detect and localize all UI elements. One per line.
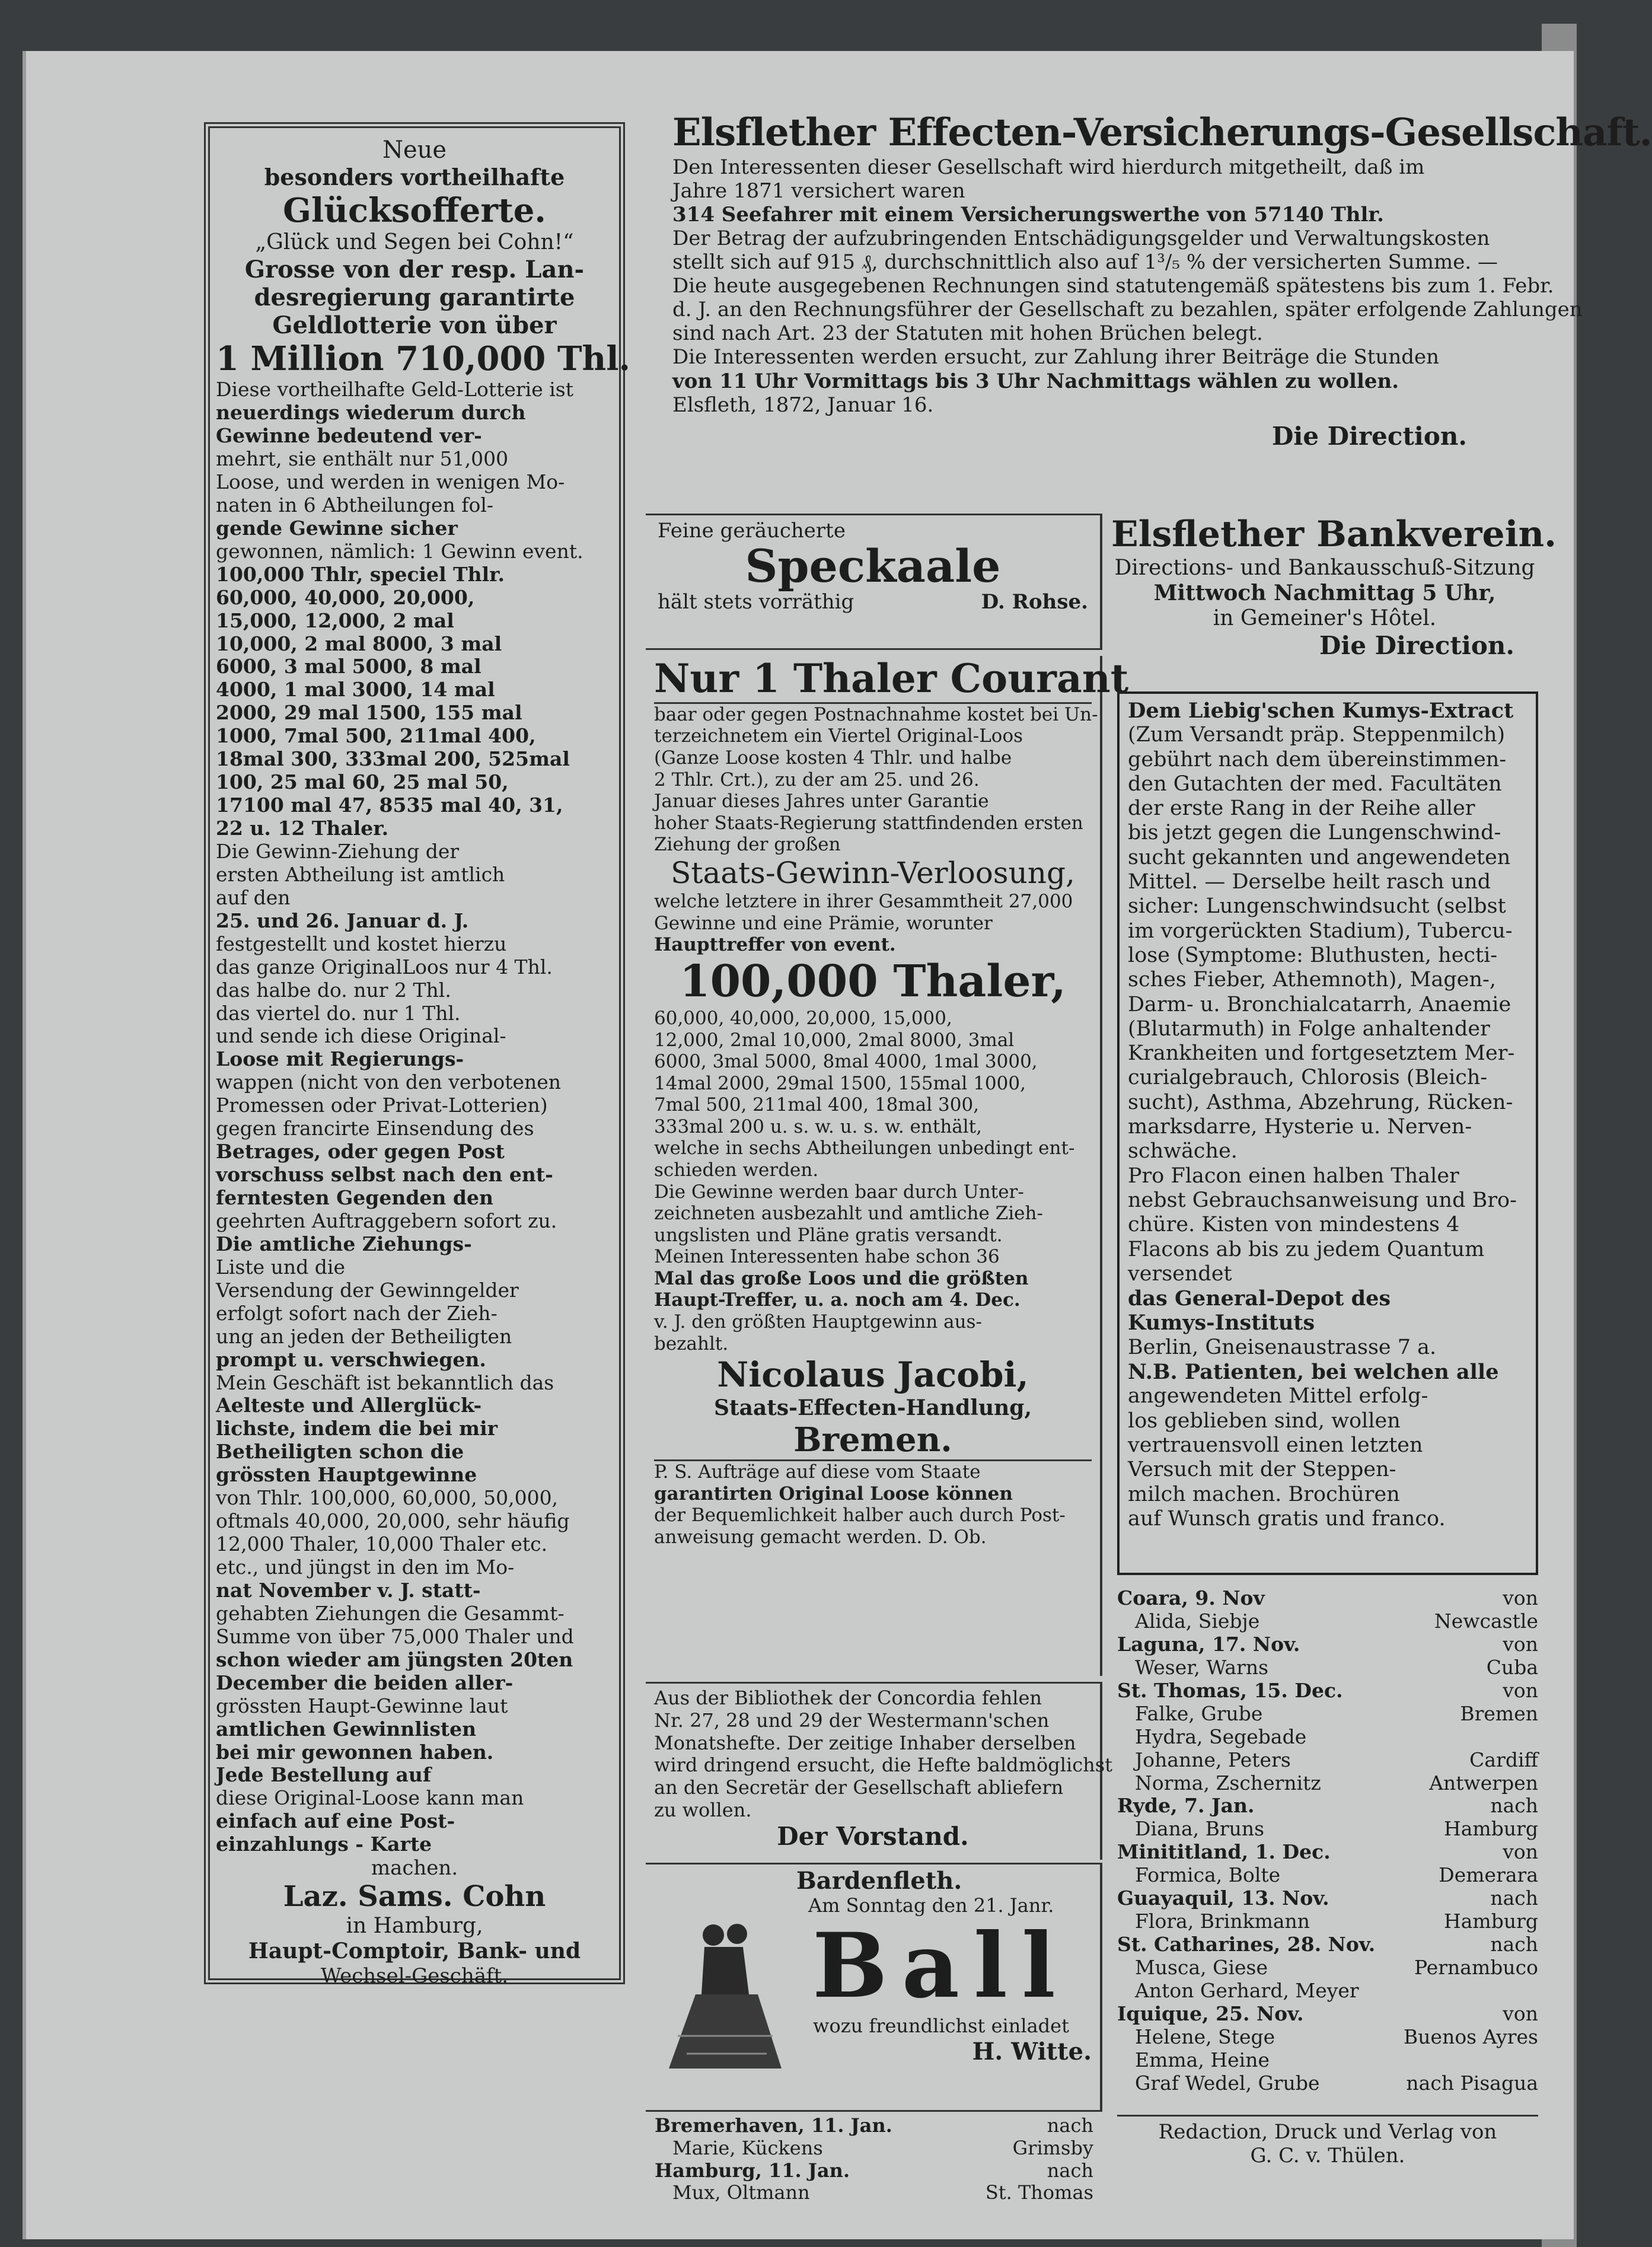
dancing-couple-icon (654, 1917, 790, 2077)
kumys-line: gebührt nach dem übereinstimmen- (1128, 747, 1507, 772)
lottery-ad-line: Gewinne bedeutend ver- (216, 424, 482, 448)
ship-name: Alida, Siebje (1135, 1609, 1260, 1633)
lottery-ad-line: gehabten Ziehungen die Gesammt- (216, 1601, 565, 1625)
ship-name: Minititland, 1. Dec. (1117, 1840, 1331, 1864)
lottery-ad-line: einfach auf eine Post- (216, 1809, 455, 1833)
kumys-line: angewendeten Mittel erfolg- (1128, 1384, 1428, 1408)
ship-list-left (655, 2115, 1093, 2233)
lottery-ad-line: prompt u. verschwiegen. (216, 1347, 486, 1371)
lottery-ad-line: das halbe do. nur 2 Thl. (216, 978, 451, 1002)
lottery-ad-line: mehrt, sie enthält nur 51,000 (216, 447, 509, 471)
kumys-line: schwäche. (1128, 1139, 1238, 1164)
lottery-ad-line: diese Original-Loose kann man (216, 1786, 524, 1810)
jacobi-firm-sub: Staats-Effecten-Handlung, (714, 1395, 1032, 1420)
kumys-line: marksdarre, Hysterie u. Nerven- (1128, 1115, 1472, 1139)
concordia-line: Monatshefte. Der zeitige Inhaber derselben (654, 1731, 1076, 1754)
lottery-ad-line: Haupt-Comptoir, Bank- und (248, 1939, 581, 1964)
ship-name: Hamburg, 11. Jan. (655, 2159, 850, 2182)
ball-name: H. Witte. (972, 2037, 1092, 2066)
effecten-line: Elsfleth, 1872, Januar 16. (672, 393, 934, 417)
effecten-title: Elsflether Effecten-Versicherungs-Gesellschaft. (672, 110, 1652, 155)
kumys-line: N.B. Patienten, bei welchen alle (1128, 1360, 1499, 1385)
ship-entry (1117, 1703, 1538, 1726)
jacobi-ad (646, 655, 1129, 1676)
jacobi-line: bezahlt. (654, 1333, 729, 1354)
ship-destination: nach (1490, 1794, 1538, 1818)
lottery-ad-line: Betheiligten schon die (216, 1440, 464, 1464)
ship-destination: von (1503, 1678, 1538, 1702)
ship-destination: Bremen (1460, 1701, 1538, 1725)
ship-entry (1117, 1679, 1538, 1703)
jacobi-line: 12,000, 2mal 10,000, 2mal 8000, 3mal (654, 1029, 1015, 1051)
ship-name: Coara, 9. Nov (1117, 1586, 1265, 1609)
effecten-line: Den Interessenten dieser Gesellschaft wird hierdurch mitgetheilt, daß im (672, 155, 1425, 179)
lottery-ad-line: Promessen oder Privat-Lotterien) (216, 1094, 548, 1117)
jacobi-body-2 (654, 891, 1092, 956)
jacobi-line: 333mal 200 u. s. w. u. s. w. enthält, (654, 1115, 982, 1137)
kumys-line: im vorgerückten Stadium), Tubercu- (1128, 919, 1513, 943)
effecten-line: Die Interessenten werden ersucht, zur Zahlung ihrer Beiträge die Stunden (672, 345, 1440, 369)
ship-name: Diana, Bruns (1135, 1817, 1265, 1841)
lottery-ad-line: erfolgt sofort nach der Zieh- (216, 1301, 497, 1325)
kumys-line: den Gutachten der med. Facultäten (1128, 772, 1502, 796)
ship-name: Graf Wedel, Grube (1135, 2071, 1320, 2095)
lottery-ad-line: Loose, und werden in wenigen Mo- (216, 470, 565, 493)
ship-entry (1117, 1656, 1538, 1679)
newspaper-page (23, 51, 1652, 2239)
jacobi-line: 2 Thlr. Crt.), zu der am 25. und 26. (654, 769, 980, 791)
speckaale-sub: hält stets vorräthig (658, 589, 854, 614)
lottery-ad-line: von Thlr. 100,000, 60,000, 50,000, (216, 1486, 559, 1510)
lottery-ad-line: ung an jeden der Betheiligten (216, 1324, 512, 1348)
jacobi-line: welche letztere in ihrer Gesammtheit 27,000 (654, 890, 1073, 912)
ship-entry (1117, 2072, 1538, 2095)
concordia-line: wird dringend ersucht, die Hefte baldmöglichst (654, 1754, 1113, 1777)
ship-name: Helene, Stege (1135, 2025, 1275, 2048)
lottery-ad-line: desregierung garantirte (254, 283, 575, 311)
jacobi-line: baar oder gegen Postnachnahme kostet bei Un- (654, 703, 1098, 725)
effecten-notice (672, 110, 1652, 502)
bankverein-line: in Gemeiner's Hôtel. (1213, 605, 1437, 630)
lottery-ad-line: festgestellt und kostet hierzu (216, 932, 507, 955)
ball-place: Bardenfleth. (796, 1867, 962, 1895)
jacobi-headline: Staats-Gewinn-Verloosung, (671, 855, 1075, 890)
jacobi-line: ungslisten und Pläne gratis versandt. (654, 1224, 1003, 1246)
kumys-line: Darm- u. Bronchialcatarrh, Anaemie (1128, 992, 1511, 1016)
jacobi-line: terzeichnetem ein Viertel Original-Loos (654, 725, 1023, 747)
jacobi-line: Gewinne und eine Prämie, worunter (654, 912, 993, 934)
lottery-ad-line: wappen (nicht von den verbotenen (216, 1070, 562, 1094)
speckaale-title: Speckaale (745, 540, 1001, 593)
lottery-ad-line: Wechsel-Geschäft. (320, 1964, 509, 1988)
speckaale-intro: Feine geräucherte (658, 519, 846, 543)
kumys-line: bis jetzt gegen die Lungenschwind- (1128, 821, 1501, 845)
ship-entry (1117, 1772, 1538, 1795)
ship-name: Emma, Heine (1135, 2048, 1270, 2071)
imprint-line2: G. C. v. Thülen. (1250, 2144, 1405, 2168)
ship-destination: Cuba (1486, 1655, 1538, 1679)
kumys-line: lose (Symptome: Bluthusten, hecti- (1128, 943, 1498, 967)
effecten-line: 314 Seefahrer mit einem Versicherungswerthe von 57140 Thlr. (672, 202, 1385, 227)
ship-entry (1117, 1910, 1538, 1933)
lottery-ad-line: auf den (216, 885, 291, 909)
concordia-line: an den Secretär der Gesellschaft abliefern (654, 1776, 1064, 1799)
ship-destination: Buenos Ayres (1404, 2025, 1538, 2048)
lottery-ad-line: etc., und jüngst in den im Mo- (216, 1556, 515, 1579)
kumys-line: (Blutarmuth) in Folge anhaltender (1128, 1016, 1490, 1041)
kumys-line: milch machen. Brochüren (1128, 1482, 1400, 1506)
jacobi-line: 6000, 3mal 5000, 8mal 4000, 1mal 3000, (654, 1051, 1038, 1073)
bankverein-line: Mittwoch Nachmittag 5 Uhr, (1153, 581, 1496, 606)
concordia-signature: Der Vorstand. (777, 1821, 969, 1851)
ship-entry (1117, 1956, 1538, 1980)
ship-name: Guayaquil, 13. Nov. (1117, 1886, 1329, 1910)
lottery-ad-line: „Glück und Segen bei Cohn!“ (255, 230, 574, 255)
ship-destination: Antwerpen (1429, 1771, 1538, 1795)
jacobi-line: Meinen Interessenten habe schon 36 (654, 1246, 1000, 1268)
lottery-ad-line: gegen francirte Einsendung des (216, 1117, 534, 1140)
ship-destination: nach Pisagua (1406, 2071, 1538, 2095)
lottery-ad-line: 60,000, 40,000, 20,000, (216, 585, 475, 609)
lottery-ad-line: Geldlotterie von über (272, 311, 557, 339)
ship-name: Formica, Bolte (1135, 1863, 1281, 1887)
ball-invite: wozu freundlichst einladet (813, 2014, 1069, 2037)
kumys-line: sicher: Lungenschwindsucht (selbst (1128, 894, 1506, 919)
bankverein-notice (1111, 514, 1557, 668)
ship-name: Flora, Brinkmann (1135, 1910, 1310, 1933)
jacobi-city: Bremen. (654, 1420, 1092, 1461)
speckaale-ad (646, 514, 1102, 650)
lottery-ad (204, 122, 631, 1988)
ship-destination: Pernambuco (1414, 1956, 1538, 1979)
effecten-line: stellt sich auf 915 ₰, durchschnittlich also auf 1³/₅ % der versicherten Summe. — (672, 250, 1498, 274)
ship-entry (1117, 1610, 1538, 1633)
ship-name: Anton Gerhard, Meyer (1135, 1978, 1359, 2002)
ship-name: Falke, Grube (1135, 1701, 1263, 1725)
lottery-ad-line: Die amtliche Ziehungs- (216, 1232, 472, 1255)
kumys-ad (1117, 691, 1538, 1575)
ship-destination: von (1503, 1840, 1538, 1864)
kumys-line: (Zum Versandt präp. Steppenmilch) (1128, 723, 1506, 747)
jacobi-line: hoher Staats-Regierung stattfindenden ersten (654, 812, 1083, 834)
kumys-line: los geblieben sind, wollen (1128, 1408, 1401, 1433)
lottery-ad-line: einzahlungs - Karte (216, 1832, 432, 1856)
lottery-ad-line: ferntesten Gegenden den (216, 1186, 493, 1210)
concordia-line: Nr. 27, 28 und 29 der Westermann'schen (654, 1709, 1050, 1732)
kumys-line: nebst Gebrauchsanweisung und Bro- (1128, 1188, 1517, 1212)
lottery-ad-line: naten in 6 Abtheilungen fol- (216, 493, 494, 517)
lottery-ad-text (216, 136, 631, 1988)
ship-entry (655, 2137, 1093, 2160)
effecten-line: d. J. an den Rechnungsführer der Gesellschaft zu bezahlen, später erfolgende Zahlungen (672, 298, 1583, 322)
lottery-ad-line: 12,000 Thaler, 10,000 Thaler etc. (216, 1532, 548, 1556)
lottery-ad-line: Diese vortheilhafte Geld-Lotterie ist (216, 378, 574, 401)
ship-entry (1117, 2049, 1538, 2072)
jacobi-ps (654, 1461, 1092, 1548)
lottery-ad-line: das ganze OriginalLoos nur 4 Thl. (216, 955, 553, 979)
lottery-ad-line: 10,000, 2 mal 8000, 3 mal (216, 632, 502, 655)
lottery-ad-line: Loose mit Regierungs- (216, 1047, 464, 1071)
lottery-ad-line: 22 u. 12 Thaler. (216, 817, 389, 840)
ship-list-right (1117, 1587, 1538, 2109)
lottery-ad-line: Neue (382, 136, 447, 164)
kumys-line: sches Fieber, Athemnoth), Magen-, (1128, 968, 1496, 992)
kumys-line: Kumys-Instituts (1128, 1311, 1315, 1336)
lottery-ad-line: December die beiden aller- (216, 1671, 514, 1694)
ship-destination: nach (1490, 1933, 1538, 1956)
lottery-ad-line: grössten Hauptgewinne (216, 1463, 477, 1487)
ship-entry (655, 2182, 1093, 2204)
ship-entry (1117, 1726, 1538, 1749)
lottery-ad-line: gende Gewinne sicher (216, 516, 458, 540)
jacobi-line: Haupt-Treffer, u. a. noch am 4. Dec. (654, 1289, 1020, 1311)
lottery-ad-line: gewonnen, nämlich: 1 Gewinn event. (216, 539, 583, 563)
lottery-ad-line: und sende ich diese Original- (216, 1024, 506, 1048)
ship-name: Laguna, 17. Nov. (1117, 1632, 1300, 1656)
jacobi-title: Nur 1 Thaler Courant (654, 656, 1092, 704)
ship-destination: Grimsby (1012, 2136, 1093, 2159)
lottery-ad-line: 4000, 1 mal 3000, 14 mal (216, 678, 495, 702)
ship-entry (1117, 1795, 1538, 1818)
ship-entry (1117, 1633, 1538, 1656)
ship-entry (1117, 1818, 1538, 1841)
lottery-ad-line: Mein Geschäft ist bekanntlich das (216, 1370, 554, 1394)
kumys-line: auf Wunsch gratis und franco. (1128, 1506, 1446, 1531)
ship-name: Bremerhaven, 11. Jan. (655, 2114, 892, 2137)
ship-destination: St. Thomas (985, 2181, 1093, 2204)
ship-name: Ryde, 7. Jan. (1117, 1794, 1255, 1818)
effecten-line: von 11 Uhr Vormittags bis 3 Uhr Nachmittags wählen zu wollen. (672, 369, 1399, 393)
kumys-line: sucht gekannten und angewendeten (1128, 845, 1511, 869)
effecten-signature: Die Direction. (1271, 421, 1467, 451)
jacobi-line: Die Gewinne werden baar durch Unter- (654, 1181, 1024, 1203)
ship-entry (1117, 1887, 1538, 1910)
lottery-ad-line: ersten Abtheilung ist amtlich (216, 862, 505, 886)
ship-entry (1117, 2003, 1538, 2026)
ship-entry (655, 2160, 1093, 2182)
lottery-ad-line: Liste und die (216, 1255, 346, 1279)
jacobi-line: welche in sechs Abtheilungen unbedingt ent- (654, 1137, 1075, 1159)
bankverein-line: Directions- und Bankausschuß-Sitzung (1114, 555, 1535, 580)
lottery-ad-line: in Hamburg, (346, 1913, 483, 1938)
jacobi-line: Mal das große Loos und die größten (654, 1267, 1029, 1289)
lottery-ad-line: besonders vortheilhafte (264, 164, 565, 191)
ship-name: St. Thomas, 15. Dec. (1117, 1678, 1343, 1702)
kumys-line: Pro Flacon einen halben Thaler (1128, 1164, 1459, 1188)
jacobi-line: 60,000, 40,000, 20,000, 15,000, (654, 1007, 952, 1029)
effecten-line: Der Betrag der aufzubringenden Entschädigungsgelder und Verwaltungskosten (672, 226, 1490, 250)
kumys-line: versendet (1128, 1261, 1232, 1286)
kumys-line: Versuch mit der Steppen- (1128, 1458, 1396, 1482)
kumys-line: Berlin, Gneisenaustrasse 7 a. (1128, 1335, 1437, 1359)
kumys-line: Krankheiten und fortgesetztem Mer- (1128, 1041, 1515, 1066)
lottery-ad-line: 1 Million 710,000 Thl. (216, 339, 631, 379)
lottery-ad-line: grössten Haupt-Gewinne laut (216, 1694, 508, 1717)
ship-name: Johanne, Peters (1135, 1748, 1291, 1771)
effecten-line: Die heute ausgegebenen Rechnungen sind statutengemäß spätestens bis zum 1. Febr. (672, 274, 1554, 298)
kumys-line: curialgebrauch, Chlorosis (Bleich- (1128, 1066, 1488, 1090)
lottery-ad-line: Aelteste und Allerglück- (216, 1394, 482, 1417)
ship-entry (1117, 1980, 1538, 2003)
jacobi-ps-line: garantirten Original Loose können (654, 1483, 1013, 1505)
bankverein-title: Elsflether Bankverein. (1111, 514, 1557, 555)
jacobi-line: Ziehung der großen (654, 834, 841, 856)
lottery-ad-line: 17100 mal 47, 8535 mal 40, 31, (216, 793, 563, 817)
effecten-line: Jahre 1871 versichert waren (672, 179, 965, 203)
lottery-ad-line: 18mal 300, 333mal 200, 525mal (216, 747, 570, 771)
ship-name: Hydra, Segebade (1135, 1725, 1307, 1748)
ship-destination: von (1503, 1632, 1538, 1656)
ship-destination: nach (1047, 2114, 1093, 2137)
jacobi-ps-line: P. S. Aufträge auf diese vom Staate (654, 1461, 981, 1483)
jacobi-body-3 (654, 1008, 1092, 1354)
ship-entry (1117, 1933, 1538, 1956)
lottery-ad-line: das viertel do. nur 1 Thl. (216, 1001, 461, 1025)
jacobi-line: v. J. den größten Hauptgewinn aus- (654, 1311, 982, 1333)
ship-entry (1117, 2026, 1538, 2049)
ship-entry (1117, 1749, 1538, 1772)
lottery-ad-line: 2000, 29 mal 1500, 155 mal (216, 701, 522, 725)
ship-name: Marie, Kückens (672, 2136, 823, 2159)
lottery-ad-line: 1000, 7mal 500, 211mal 400, (216, 724, 536, 748)
ball-date: Am Sonntag den 21. Janr. (808, 1894, 1054, 1917)
ship-entry (1117, 1841, 1538, 1864)
concordia-line: zu wollen. (654, 1798, 752, 1821)
ship-destination: Demerara (1439, 1863, 1538, 1887)
jacobi-line: schieden werden. (654, 1159, 819, 1181)
lottery-ad-line: Betrages, oder gegen Post (216, 1140, 505, 1164)
lottery-ad-line: neuerdings wiederum durch (216, 401, 526, 425)
kumys-line: Flacons ab bis zu jedem Quantum (1128, 1237, 1485, 1261)
bankverein-signature: Die Direction. (1319, 631, 1514, 661)
ship-name: Mux, Oltmann (672, 2181, 810, 2204)
lottery-ad-line: Versendung der Gewinngelder (216, 1278, 519, 1302)
lottery-ad-line: bei mir gewonnen haben. (216, 1740, 494, 1764)
ball-ad (646, 1863, 1102, 2112)
effecten-line: sind nach Art. 23 der Statuten mit hohen Brüchen belegt. (672, 321, 1263, 346)
lottery-ad-line: schon wieder am jüngsten 20ten (216, 1647, 573, 1671)
ship-destination: Cardiff (1469, 1748, 1538, 1771)
jacobi-line: (Ganze Loose kosten 4 Thlr. und halbe (654, 747, 1012, 769)
jacobi-firm: Nicolaus Jacobi, (717, 1354, 1029, 1395)
lottery-ad-line: machen. (371, 1856, 458, 1881)
jacobi-ps-line: der Bequemlichkeit halber auch durch Post- (654, 1505, 1066, 1526)
lottery-ad-line: 15,000, 12,000, 2 mal (216, 608, 454, 632)
jacobi-line: zeichneten ausbezahlt und amtliche Zieh- (654, 1203, 1043, 1225)
bankverein-body (1111, 556, 1538, 631)
lottery-ad-line: 100, 25 mal 60, 25 mal 50, (216, 770, 509, 794)
lottery-ad-line: Laz. Sams. Cohn (283, 1880, 546, 1914)
effecten-body (672, 155, 1583, 417)
ship-destination: Hamburg (1443, 1910, 1538, 1933)
ship-name: Norma, Zschernitz (1135, 1771, 1321, 1795)
jacobi-line: 14mal 2000, 29mal 1500, 155mal 1000, (654, 1072, 1026, 1094)
ship-entry (655, 2115, 1093, 2137)
ship-destination: Newcastle (1434, 1609, 1538, 1633)
imprint (1117, 2115, 1538, 2186)
lottery-ad-line: geehrten Auftraggebern sofort zu. (216, 1209, 557, 1232)
kumys-line: chüre. Kisten von mindestens 4 (1128, 1213, 1460, 1237)
concordia-body (654, 1687, 1113, 1822)
ship-name: Weser, Warns (1135, 1655, 1269, 1679)
jacobi-line: Januar dieses Jahres unter Garantie (654, 791, 989, 812)
lottery-ad-line: 6000, 3 mal 5000, 8 mal (216, 655, 481, 678)
kumys-line: Mittel. — Derselbe heilt rasch und (1128, 870, 1491, 894)
concordia-line: Aus der Bibliothek der Concordia fehlen (654, 1687, 1042, 1709)
speckaale-name: D. Rohse. (981, 589, 1088, 614)
ship-destination: Hamburg (1443, 1817, 1538, 1841)
jacobi-line: Haupttreffer von event. (654, 934, 896, 956)
kumys-line: das General-Depot des (1128, 1286, 1391, 1311)
kumys-body (1128, 699, 1527, 1531)
concordia-notice (646, 1682, 1113, 1860)
kumys-line: vertrauensvoll einen letzten (1128, 1433, 1423, 1457)
ship-destination: nach (1047, 2159, 1093, 2182)
imprint-line1: Redaction, Druck und Verlag von (1158, 2120, 1497, 2144)
kumys-line: der erste Rang in der Reihe aller (1128, 796, 1475, 821)
lottery-ad-line: Die Gewinn-Ziehung der (216, 839, 460, 863)
lottery-ad-line: lichste, indem die bei mir (216, 1417, 497, 1440)
jacobi-ps-line: anweisung gemacht werden. D. Ob. (654, 1526, 987, 1548)
lottery-ad-line: nat November v. J. statt- (216, 1578, 481, 1602)
lottery-ad-line: vorschuss selbst nach den ent- (216, 1163, 553, 1187)
kumys-line: Dem Liebig'schen Kumys-Extract (1128, 699, 1514, 723)
lottery-ad-line: Summe von über 75,000 Thaler und (216, 1624, 574, 1648)
ship-entry (1117, 1587, 1538, 1610)
jacobi-body-1 (654, 703, 1098, 856)
lottery-ad-line: Jede Bestellung auf (216, 1763, 432, 1787)
lottery-ad-line: amtlichen Gewinnlisten (216, 1717, 477, 1741)
ship-destination: nach (1490, 1886, 1538, 1910)
ship-name: St. Catharines, 28. Nov. (1117, 1933, 1376, 1956)
ship-destination: von (1503, 2001, 1538, 2025)
jacobi-line: 7mal 500, 211mal 400, 18mal 300, (654, 1094, 980, 1116)
ship-destination: von (1503, 1586, 1538, 1609)
ball-title: Ball (812, 1913, 1070, 2018)
lottery-ad-line: oftmals 40,000, 20,000, sehr häufig (216, 1509, 570, 1533)
ship-name: Musca, Giese (1135, 1956, 1268, 1979)
kumys-line: sucht), Asthma, Abzehrung, Rücken- (1128, 1090, 1513, 1114)
lottery-ad-line: Grosse von der resp. Lan- (244, 255, 585, 283)
ship-entry (1117, 1864, 1538, 1887)
lottery-ad-line: 100,000 Thlr, speciel Thlr. (216, 562, 505, 586)
jacobi-big: 100,000 Thaler, (680, 955, 1066, 1007)
lottery-ad-line: Glücksofferte. (283, 191, 546, 231)
ship-name: Iquique, 25. Nov. (1117, 2001, 1304, 2025)
lottery-ad-line: 25. und 26. Januar d. J. (216, 909, 469, 932)
